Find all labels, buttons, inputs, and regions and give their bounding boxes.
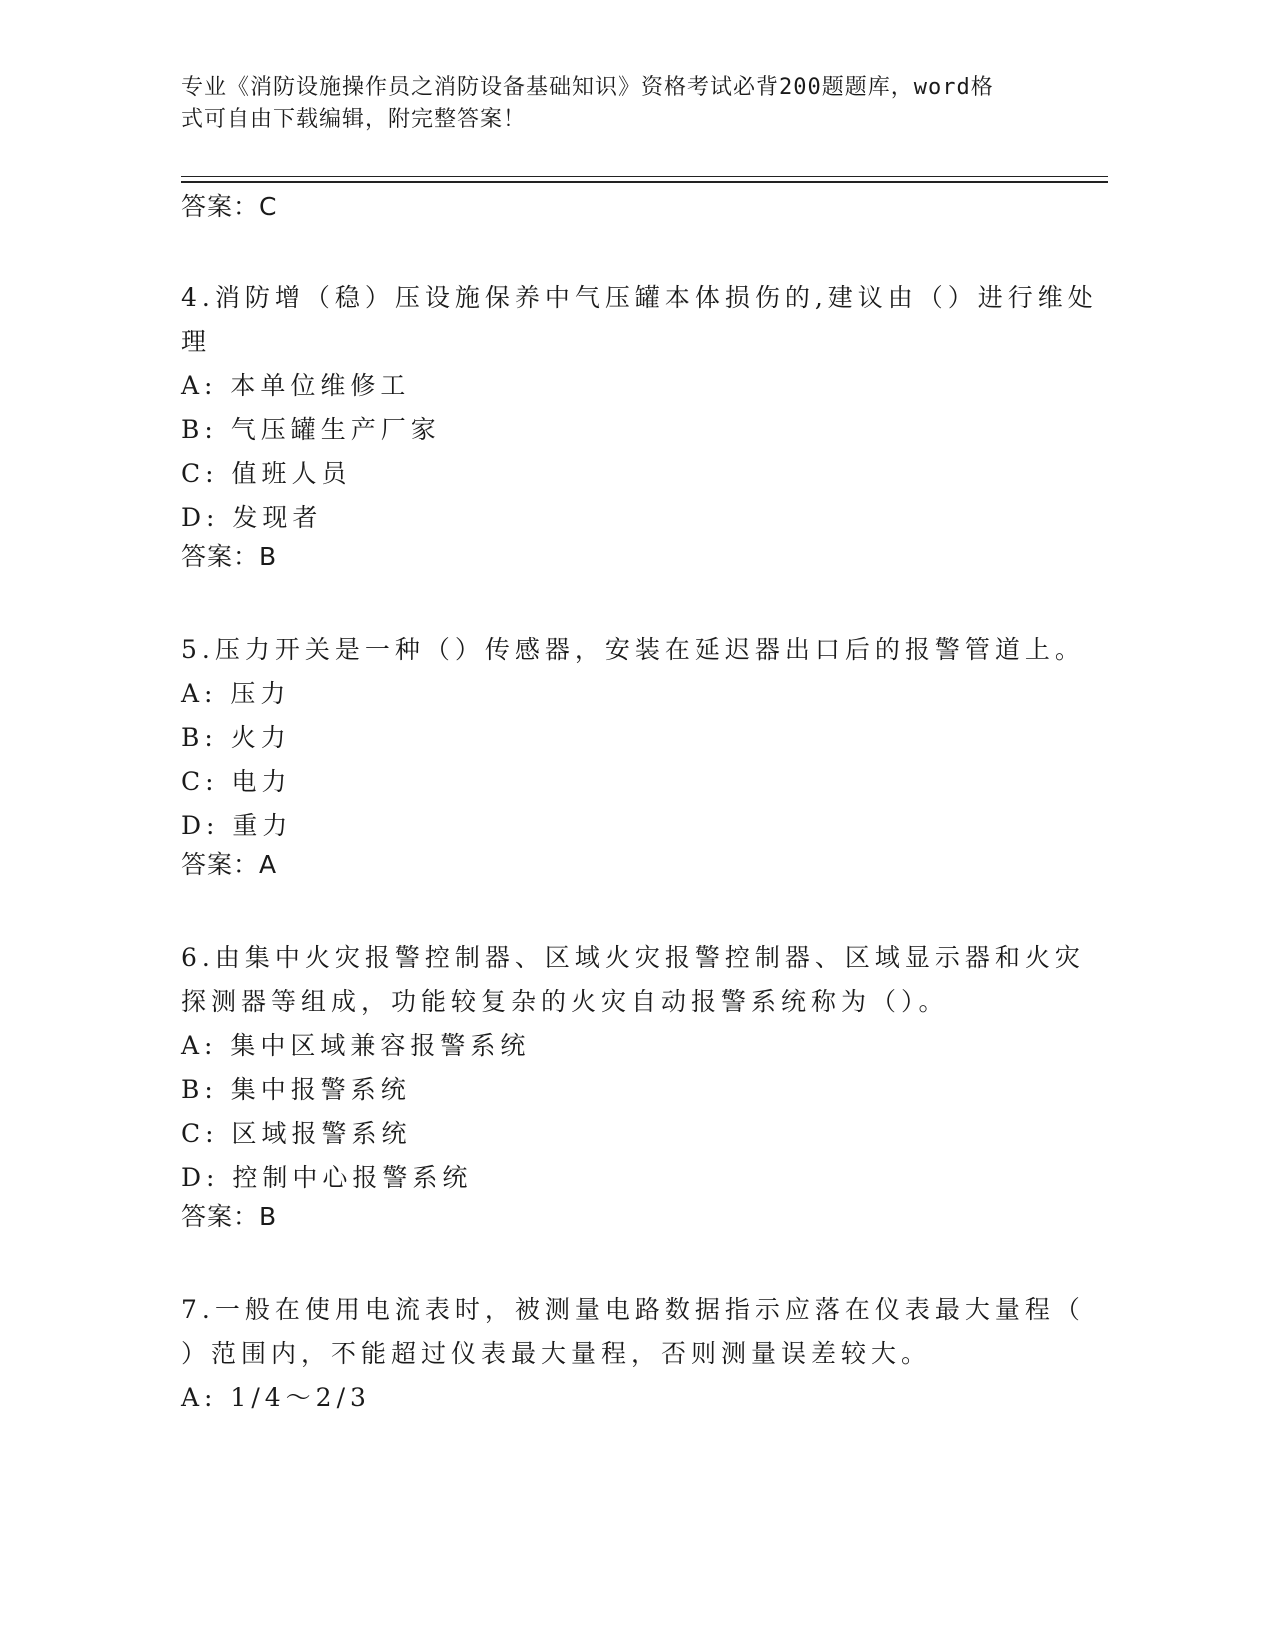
- header-divider-thin: [181, 176, 1108, 177]
- option-c: C: 值班人员: [181, 459, 352, 488]
- spacer: [181, 882, 1081, 936]
- question-text-line: 4.消防增（稳）压设施保养中气压罐本体损伤的,建议由（）进行维处: [181, 283, 1098, 312]
- option-c: C: 电力: [181, 767, 292, 796]
- question-6: [181, 936, 1085, 1024]
- option-b: B: 气压罐生产厂家: [181, 415, 441, 444]
- header-line-2: 式可自由下载编辑，附完整答案！: [181, 107, 527, 132]
- option-d: D: 控制中心报警系统: [181, 1163, 473, 1192]
- option-a: A: 本单位维修工: [181, 371, 411, 400]
- option-c: C: 区域报警系统: [181, 1119, 412, 1148]
- question-content: [181, 190, 1098, 1420]
- spacer: [181, 574, 1081, 628]
- option-b: B: 集中报警系统: [181, 1075, 411, 1104]
- document-header: [181, 72, 1061, 136]
- question-text-line: 理: [181, 327, 212, 356]
- option-a: A: 1/4～2/3: [181, 1383, 371, 1412]
- header-line-1: 专业《消防设施操作员之消防设备基础知识》资格考试必背200题题库，word格: [181, 75, 994, 100]
- option-d: D: 发现者: [181, 503, 323, 532]
- option-a: A: 压力: [181, 679, 291, 708]
- spacer: [181, 224, 1081, 276]
- question-text-line: 5.压力开关是一种（）传感器，安装在延迟器出口后的报警管道上。: [181, 635, 1085, 664]
- option-a: A: 集中区域兼容报警系统: [181, 1031, 531, 1060]
- question-4: [181, 276, 1098, 364]
- answer-line: 答案：B: [181, 1202, 278, 1231]
- question-text-line: 7.一般在使用电流表时，被测量电路数据指示应落在仪表最大量程（: [181, 1295, 1085, 1324]
- header-divider-thick: [181, 181, 1108, 183]
- question-5: [181, 628, 1085, 672]
- question-text-line: 探测器等组成，功能较复杂的火灾自动报警系统称为（）。: [181, 987, 949, 1016]
- answer-line: 答案：A: [181, 850, 278, 879]
- question-7: [181, 1288, 1085, 1376]
- option-b: B: 火力: [181, 723, 291, 752]
- option-d: D: 重力: [181, 811, 293, 840]
- question-text-line: ）范围内，不能超过仪表最大量程，否则测量误差较大。: [181, 1339, 932, 1368]
- answer-line: 答案：B: [181, 542, 278, 571]
- answer-line: 答案：C: [181, 192, 278, 221]
- spacer: [181, 1234, 1081, 1288]
- question-text-line: 6.由集中火灾报警控制器、区域火灾报警控制器、区域显示器和火灾: [181, 943, 1085, 972]
